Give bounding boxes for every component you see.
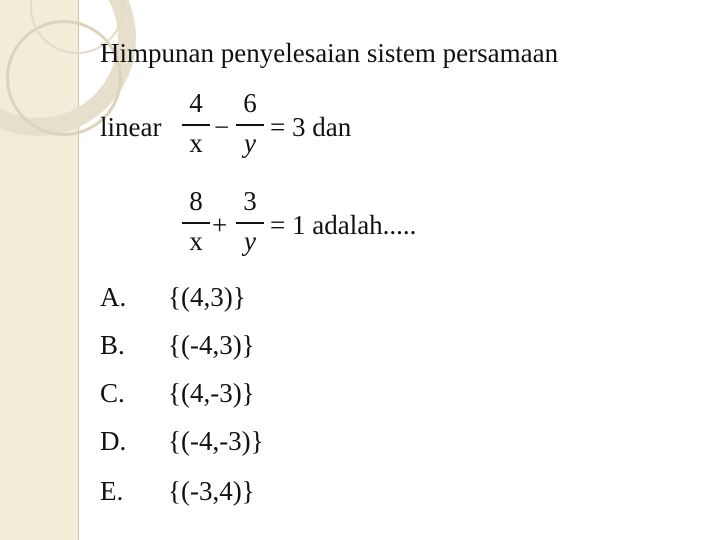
plus-operator: + xyxy=(212,210,228,240)
minus-operator: − xyxy=(214,112,230,142)
option-c-value: {(4,-3)} xyxy=(168,378,255,408)
option-a-value: {(4,3)} xyxy=(168,282,246,312)
option-e-letter: E. xyxy=(100,476,124,506)
option-c-letter: C. xyxy=(100,378,125,408)
fraction-bar xyxy=(236,124,264,126)
question-line-1: Himpunan penyelesaian sistem persamaan xyxy=(100,38,559,68)
option-b-value: {(-4,3)} xyxy=(168,330,255,360)
denominator: x xyxy=(189,226,203,256)
fraction-bar xyxy=(236,222,264,224)
numerator: 6 xyxy=(243,88,257,118)
denominator: x xyxy=(189,128,203,158)
equation-1-rhs: = 3 dan xyxy=(270,112,352,142)
numerator: 8 xyxy=(189,186,203,216)
numerator: 4 xyxy=(189,88,203,118)
option-e-value: {(-3,4)} xyxy=(168,476,255,506)
option-d-letter: D. xyxy=(100,426,127,456)
equation-2-rhs: = 1 adalah..... xyxy=(270,210,417,240)
option-b-letter: B. xyxy=(100,330,125,360)
fraction-bar xyxy=(182,124,210,126)
numerator: 3 xyxy=(243,186,257,216)
option-d-value: {(-4,-3)} xyxy=(168,426,264,456)
fraction-bar xyxy=(182,222,210,224)
denominator: y xyxy=(244,128,256,158)
option-a-letter: A. xyxy=(100,282,127,312)
denominator: y xyxy=(244,226,256,256)
question-line-2-prefix: linear xyxy=(100,112,162,142)
